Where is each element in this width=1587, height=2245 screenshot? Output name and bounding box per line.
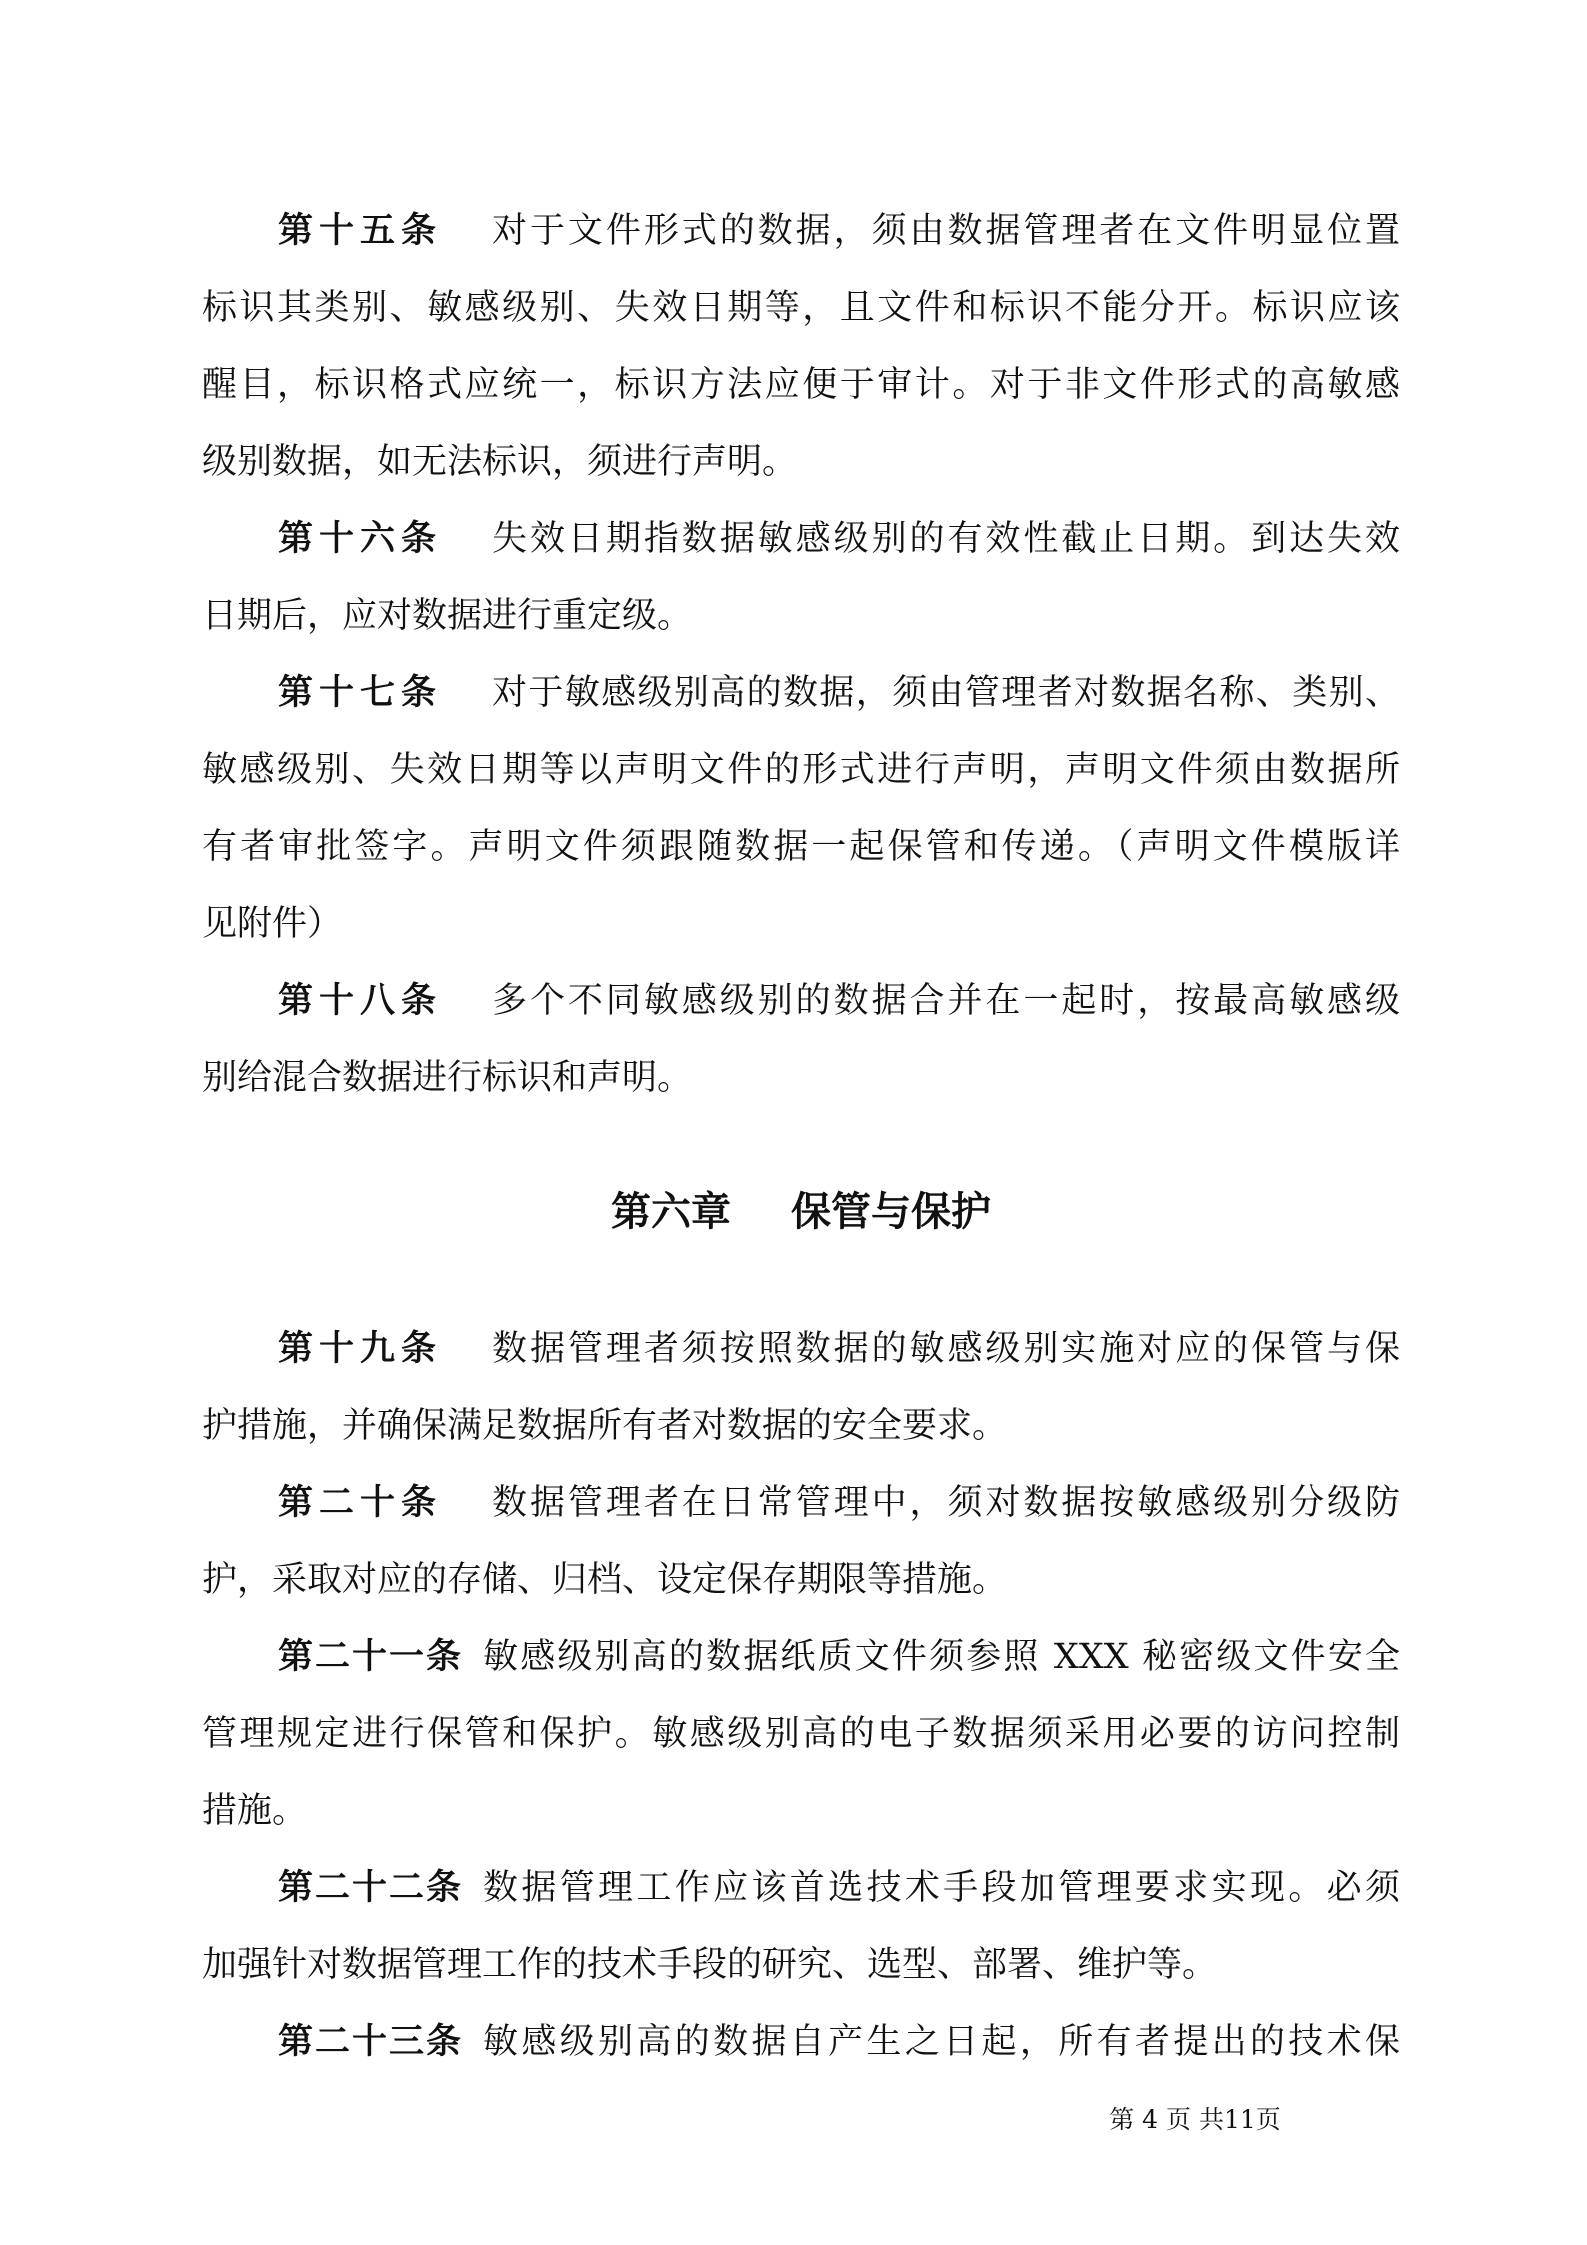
article-text: 数据管理工作应该首选技术手段加管理要求实现。必须 [483,1868,1400,1908]
articles-before [202,193,1400,1117]
article-label: 第十六条 [278,519,443,559]
article-label: 第二十一条 [278,1637,464,1677]
page-footer: 第 4 页 共11页 [1109,2105,1281,2134]
article-first-line [202,193,1400,270]
article-text-line: 标识其类别、敏感级别、失效日期等，且文件和标识不能分开。标识应该 [202,288,1400,328]
article-first-line [202,1311,1400,1388]
article-text: 对于敏感级别高的数据，须由管理者对数据名称、类别、 [492,673,1400,713]
article-first-line [202,1850,1400,1927]
article-text-line: 别给混合数据进行标识和声明。 [202,1058,693,1098]
article [202,2004,1400,2081]
article-text-line: 级别数据，如无法标识，须进行声明。 [202,442,798,482]
article-text-line: 措施。 [202,1791,308,1831]
article [202,1619,1400,1850]
article-label: 第十五条 [278,211,443,251]
article-label: 第十七条 [278,673,443,713]
article [202,655,1400,963]
article-text-line: 护，采取对应的存储、归档、设定保存期限等措施。 [202,1560,1008,1600]
article-first-line [202,963,1400,1040]
article-text-line: 加强针对数据管理工作的技术手段的研究、选型、部署、维护等。 [202,1945,1218,1985]
article-text: 失效日期指数据敏感级别的有效性截止日期。到达失效 [492,519,1400,559]
article [202,1465,1400,1619]
article [202,193,1400,501]
article-label: 第二十二条 [278,1868,464,1908]
chapter-title: 保管与保护 [791,1189,991,1235]
article-text-line: 敏感级别、失效日期等以声明文件的形式进行声明，声明文件须由数据所 [202,750,1400,790]
article-text-line: 醒目，标识格式应统一，标识方法应便于审计。对于非文件形式的高敏感 [202,365,1400,405]
article-text-line: 管理规定进行保管和保护。敏感级别高的电子数据须采用必要的访问控制 [202,1714,1400,1754]
article-text-line: 日期后，应对数据进行重定级。 [202,596,693,636]
chapter-heading [202,1174,1400,1251]
article-text: 对于文件形式的数据，须由数据管理者在文件明显位置 [492,211,1400,251]
article-text: 数据管理者须按照数据的敏感级别实施对应的保管与保 [492,1329,1400,1369]
article-text: 敏感级别高的数据纸质文件须参照 XXX 秘密级文件安全 [483,1637,1400,1677]
article-first-line [202,2004,1400,2081]
article-first-line [202,501,1400,578]
document-body [202,193,1400,2081]
article-first-line [202,1465,1400,1542]
article-text-line: 见附件） [202,904,343,944]
article-first-line [202,655,1400,732]
article-text: 多个不同敏感级别的数据合并在一起时，按最高敏感级 [492,981,1400,1021]
article-first-line [202,1619,1400,1696]
articles-after [202,1311,1400,2081]
article [202,1311,1400,1465]
article-text-line: 护措施，并确保满足数据所有者对数据的安全要求。 [202,1406,1008,1446]
article-text-line: 有者审批签字。声明文件须跟随数据一起保管和传递。（声明文件模版详 [202,827,1400,867]
article-label: 第二十三条 [278,2022,464,2062]
article [202,1850,1400,2004]
article-text: 数据管理者在日常管理中，须对数据按敏感级别分级防 [492,1483,1400,1523]
article [202,501,1400,655]
article-label: 第二十条 [278,1483,443,1523]
article-label: 第十八条 [278,981,443,1021]
article [202,963,1400,1117]
article-text: 敏感级别高的数据自产生之日起，所有者提出的技术保 [483,2022,1400,2062]
chapter-number: 第六章 [611,1189,731,1235]
article-label: 第十九条 [278,1329,443,1369]
